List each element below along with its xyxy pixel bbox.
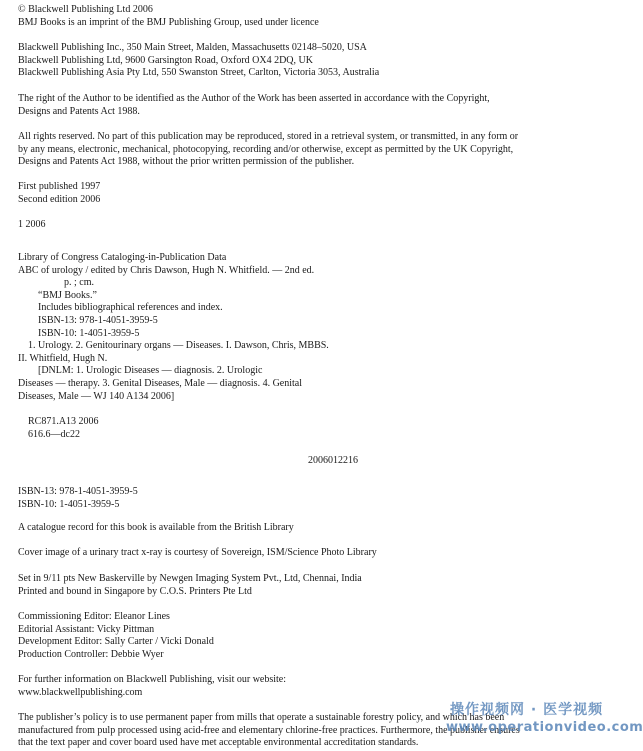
cip-title-line: ABC of urology / edited by Chris Dawson, Hugh N. Whitfield. — 2nd ed. (18, 264, 315, 276)
staff-line: Commissioning Editor: Eleanor Lines (18, 611, 170, 622)
policy-line: manufactured from pulp processed using acid-free and elementary chlorine-free practices. Furthermore, the publisher ensures (18, 724, 520, 736)
staff-line: Development Editor: Sally Carter / Vicki Donald (18, 636, 214, 648)
cip-subjects-cont: II. Whitfield, Hugh N. (18, 352, 108, 364)
print-line-block (18, 219, 598, 232)
british-library-line: A catalogue record for this book is available from the British Library (18, 522, 294, 533)
cip-subjects: 1. Urology. 2. Genitourinary organs — Diseases. I. Dawson, Chris, MBBS. (28, 340, 329, 352)
cip-dnlm-line: [DNLM: 1. Urologic Diseases — diagnosis. 2. Urologic (38, 365, 263, 377)
watermark-url: www.operationvideo.com (446, 720, 643, 735)
imprint-line: BMJ Books is an imprint of the BMJ Publishing Group, used under licence (18, 16, 319, 28)
watermark-chinese: 操作视频网 · 医学视频 (450, 702, 604, 718)
british-library-block (18, 522, 598, 535)
production-line: Set in 9/11 pts New Baskerville by Newgen Imaging System Pvt., Ltd, Chennai, India (18, 573, 362, 584)
rights-line: by any means, electronic, mechanical, photocopying, recording and/or otherwise, except as permitted by the UK Copyright, (18, 143, 514, 155)
rights-line: Designs and Patents Act 1988, without the prior written permission of the publisher. (18, 156, 355, 168)
isbn-block (18, 486, 598, 511)
isbn-line: ISBN-13: 978-1-4051-3959-5 (18, 486, 138, 497)
website-url[interactable]: www.blackwellpublishing.com (18, 686, 143, 698)
address-line: Blackwell Publishing Ltd, 9600 Garsington Road, Oxford OX4 2DQ, UK (18, 54, 313, 66)
cip-control-number: 2006012216 (308, 455, 358, 466)
cip-isbn10: ISBN-10: 1-4051-3959-5 (38, 327, 140, 339)
policy-line: The publisher’s policy is to use permanent paper from mills that operate a sustainable forestry policy, and which has been (18, 712, 505, 723)
staff-line: Production Controller: Debbie Wyer (18, 648, 164, 660)
website-block (18, 674, 598, 699)
address-line: Blackwell Publishing Asia Pty Ltd, 550 Swanston Street, Carlton, Victoria 3053, Australia (18, 67, 380, 79)
production-line: Printed and bound in Singapore by C.O.S. Printers Pte Ltd (18, 585, 252, 597)
cip-pages: p. ; cm. (64, 277, 94, 289)
cip-heading: Library of Congress Cataloging-in-Publication Data (18, 252, 227, 263)
author-right-line: Designs and Patents Act 1988. (18, 105, 140, 117)
rights-line: All rights reserved. No part of this publication may be reproduced, stored in a retrieval system, or transmitted, in any form or (18, 131, 519, 142)
cip-block (18, 252, 598, 403)
policy-line: that the text paper and cover board used have met acceptable environmental accreditation standards. (18, 737, 419, 749)
cover-credit-line: Cover image of a urinary tract x-ray is courtesy of Sovereign, ISM/Science Photo Library (18, 547, 377, 558)
edition-line: Second edition 2006 (18, 193, 101, 205)
cip-isbn13: ISBN-13: 978-1-4051-3959-5 (38, 314, 158, 326)
production-block (18, 573, 598, 598)
isbn-line: ISBN-10: 1-4051-3959-5 (18, 498, 120, 510)
cip-dnlm-line: Diseases — therapy. 3. Genital Diseases, Male — diagnosis. 4. Genital (18, 377, 303, 389)
cover-credit-block (18, 547, 598, 560)
addresses-block (18, 42, 598, 80)
copyright-block (18, 4, 598, 29)
address-line: Blackwell Publishing Inc., 350 Main Street, Malden, Massachusetts 02148–5020, USA (18, 42, 367, 53)
cip-classification: RC871.A13 2006 (28, 416, 99, 427)
staff-block (18, 611, 598, 661)
website-intro: For further information on Blackwell Publishing, visit our website: (18, 674, 287, 685)
cip-series: “BMJ Books.” (38, 289, 97, 301)
cip-dnlm-line: Diseases, Male — WJ 140 A134 2006] (18, 390, 175, 402)
watermark (438, 702, 643, 748)
cip-classification: 616.6—dc22 (28, 428, 80, 440)
cip-notes: Includes bibliographical references and index. (38, 302, 223, 314)
print-line: 1 2006 (18, 219, 46, 230)
editions-block (18, 181, 598, 206)
author-right-block (18, 93, 598, 118)
author-right-line: The right of the Author to be identified as the Author of the Work has been asserted in accordance with the Copyright, (18, 93, 490, 104)
rights-block (18, 131, 598, 169)
staff-line: Editorial Assistant: Vicky Pittman (18, 623, 155, 635)
edition-line: First published 1997 (18, 181, 101, 192)
copyright-line: © Blackwell Publishing Ltd 2006 (18, 4, 153, 15)
classification-block (18, 416, 598, 441)
